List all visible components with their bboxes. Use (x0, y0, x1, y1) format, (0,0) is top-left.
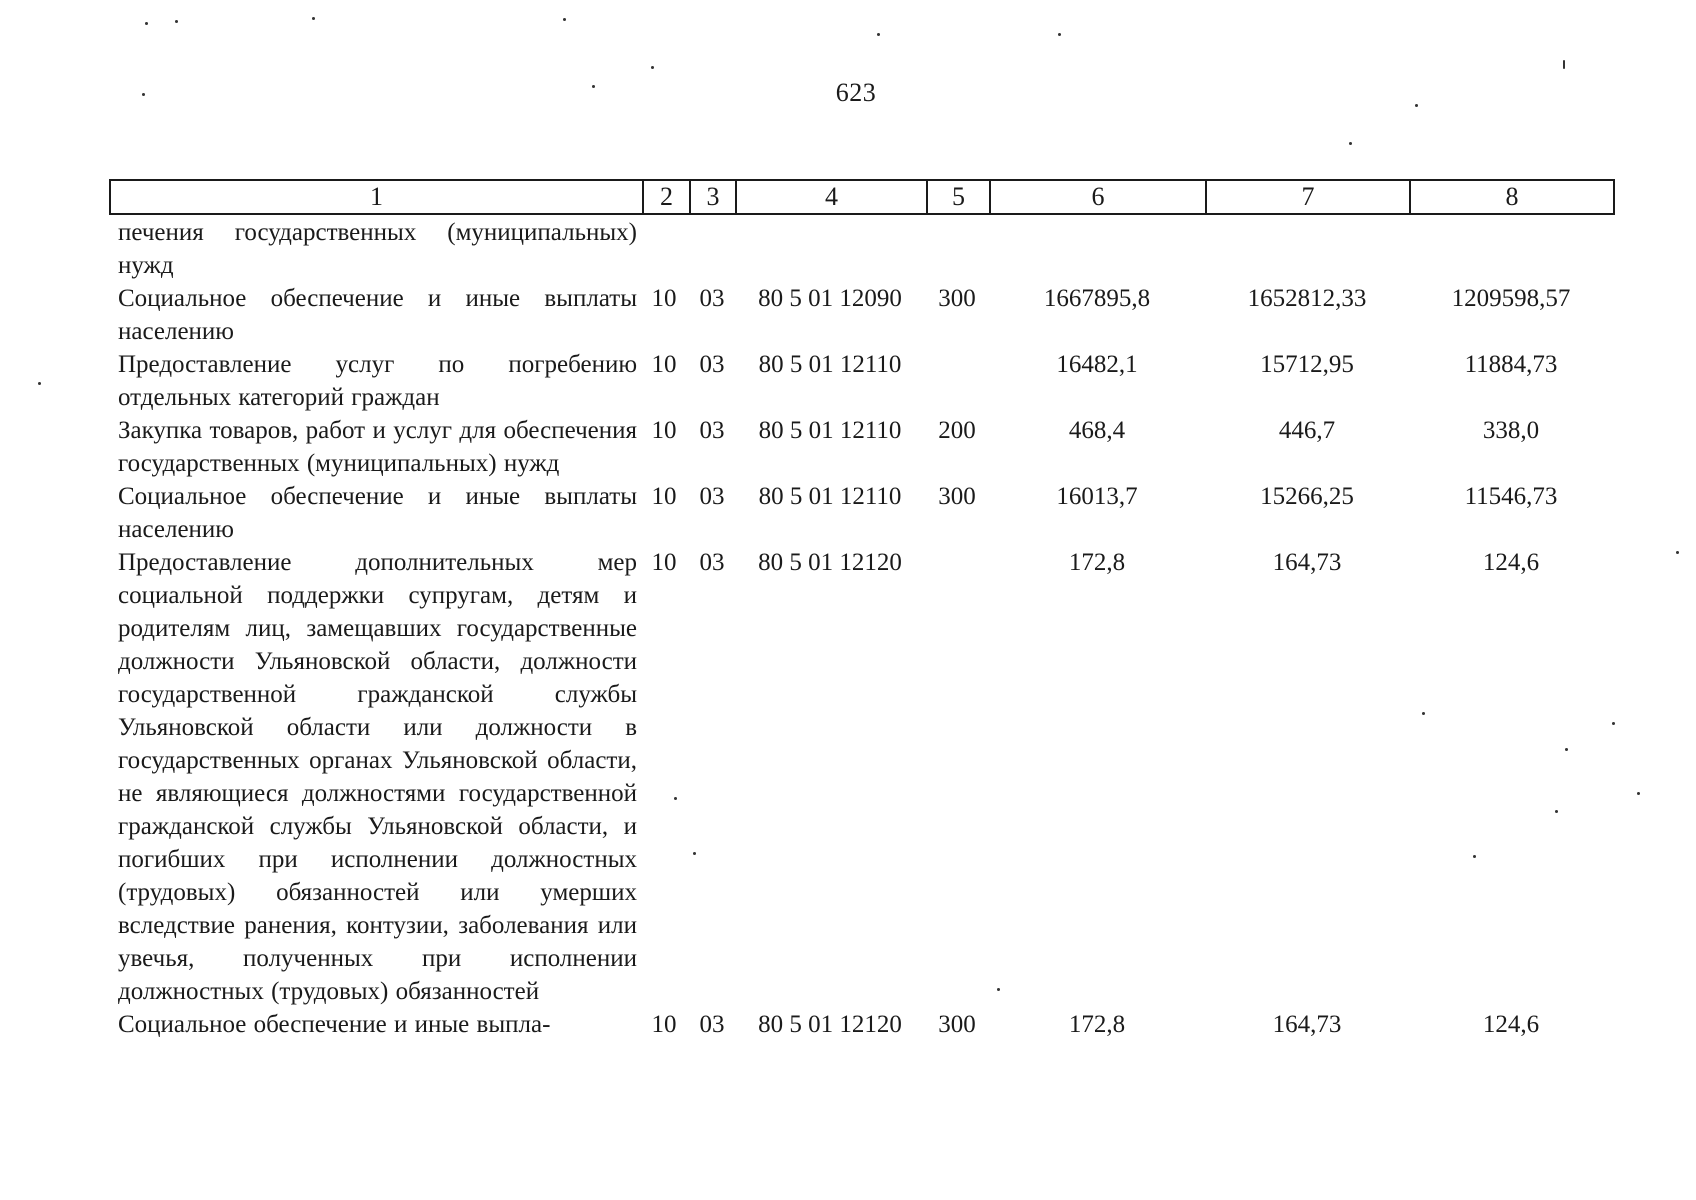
cell-section: 10 (651, 483, 677, 510)
cell-amount-8: 1209598,57 (1451, 285, 1571, 312)
cell-subsection: 03 (699, 285, 725, 312)
cell-expense-type: 200 (938, 417, 976, 444)
cell-amount-8: 124,6 (1482, 1011, 1540, 1038)
scan-speck (1676, 551, 1679, 554)
column-header-5: 5 (927, 180, 990, 214)
cell-subsection: 03 (699, 549, 725, 576)
cell-section: 10 (651, 285, 677, 312)
scan-speck (1058, 33, 1061, 36)
cell-section: 10 (651, 351, 677, 378)
cell-subsection: 03 (699, 1011, 725, 1038)
cell-subsection: 03 (699, 483, 725, 510)
table-row (109, 1008, 1613, 1041)
table-row (109, 480, 1613, 546)
scan-speck (1422, 712, 1425, 715)
row-description: Закупка товаров, работ и услуг для обеспечения государственных (муниципальных) нужд (118, 417, 637, 477)
page-number: 623 (835, 78, 877, 107)
cell-amount-6: 16482,1 (1056, 351, 1138, 378)
scan-speck (1612, 722, 1615, 725)
scan-speck (312, 17, 315, 20)
cell-target-article: 80 5 01 12110 (758, 417, 902, 444)
column-header-7: 7 (1206, 180, 1410, 214)
cell-expense-type: 300 (938, 285, 976, 312)
scan-speck (38, 382, 41, 385)
scan-speck (1563, 60, 1565, 69)
cell-amount-6: 172,8 (1068, 1011, 1126, 1038)
cell-section: 10 (651, 1011, 677, 1038)
cell-amount-6: 172,8 (1068, 549, 1126, 576)
cell-amount-8: 11884,73 (1464, 351, 1558, 378)
column-header-6: 6 (990, 180, 1206, 214)
cell-amount-7: 15712,95 (1260, 351, 1354, 378)
scan-speck (1565, 748, 1568, 751)
scan-speck (997, 988, 1000, 991)
table-body (109, 216, 1613, 1041)
cell-section: 10 (651, 549, 677, 576)
table-row (109, 282, 1613, 348)
cell-target-article: 80 5 01 12110 (758, 483, 902, 510)
table-row (109, 414, 1613, 480)
row-description: печения государственных (муниципальных) нужд (118, 219, 637, 279)
cell-amount-7: 15266,25 (1260, 483, 1354, 510)
cell-subsection: 03 (699, 351, 725, 378)
scan-speck (1637, 792, 1640, 795)
cell-amount-7: 1652812,33 (1247, 285, 1367, 312)
row-description: Предоставление дополнительных мер социальной поддержки супругам, детям и родителям лиц, замещавших государственные должности Ульяновской области, должности государственной гражданской службы Ульяновской области или должности в государственных органах Ульяновской области, не являющиеся должностями государственной гражданской службы Ульяновской области, и погибших при исполнении должностных (трудовых) обязанностей или умерших вследствие ранения, контузии, заболевания или увечья, полученных при исполнении должностных (трудовых) обязанностей (118, 549, 637, 1005)
cell-amount-8: 124,6 (1482, 549, 1540, 576)
cell-amount-6: 468,4 (1068, 417, 1126, 444)
cell-amount-8: 11546,73 (1464, 483, 1558, 510)
table-header (109, 179, 1615, 215)
table-row (109, 216, 1613, 282)
cell-amount-7: 164,73 (1272, 1011, 1342, 1038)
cell-target-article: 80 5 01 12120 (758, 549, 902, 576)
column-header-3: 3 (690, 180, 736, 214)
column-header-4: 4 (736, 180, 927, 214)
cell-expense-type: 300 (938, 1011, 976, 1038)
row-description: Социальное обеспечение и иные выплаты населению (118, 483, 637, 543)
row-description: Предоставление услуг по погребению отдельных категорий граждан (118, 351, 637, 411)
scan-speck (1473, 855, 1476, 858)
column-header-8: 8 (1410, 180, 1614, 214)
scan-speck (877, 33, 880, 36)
row-description: Социальное обеспечение и иные выпла- (118, 1011, 551, 1038)
scan-speck (142, 93, 145, 96)
cell-target-article: 80 5 01 12120 (758, 1011, 902, 1038)
scan-speck (563, 18, 566, 21)
scan-speck (1349, 142, 1352, 145)
scan-speck (175, 20, 178, 23)
column-header-1: 1 (110, 180, 643, 214)
cell-amount-7: 446,7 (1278, 417, 1336, 444)
scan-speck (674, 797, 677, 800)
scan-speck (1415, 104, 1418, 107)
cell-subsection: 03 (699, 417, 725, 444)
scan-speck (693, 852, 696, 855)
cell-target-article: 80 5 01 12090 (758, 285, 902, 312)
cell-amount-6: 1667895,8 (1043, 285, 1151, 312)
scan-speck (592, 85, 595, 88)
table-row (109, 348, 1613, 414)
cell-section: 10 (651, 417, 677, 444)
column-header-2: 2 (643, 180, 690, 214)
table-row (109, 546, 1613, 1008)
cell-amount-8: 338,0 (1482, 417, 1540, 444)
scan-speck (651, 66, 654, 69)
cell-amount-6: 16013,7 (1056, 483, 1138, 510)
scan-speck (145, 22, 148, 25)
cell-expense-type: 300 (938, 483, 976, 510)
row-description: Социальное обеспечение и иные выплаты населению (118, 285, 637, 345)
cell-target-article: 80 5 01 12110 (758, 351, 902, 378)
cell-amount-7: 164,73 (1272, 549, 1342, 576)
scan-speck (1555, 810, 1558, 813)
